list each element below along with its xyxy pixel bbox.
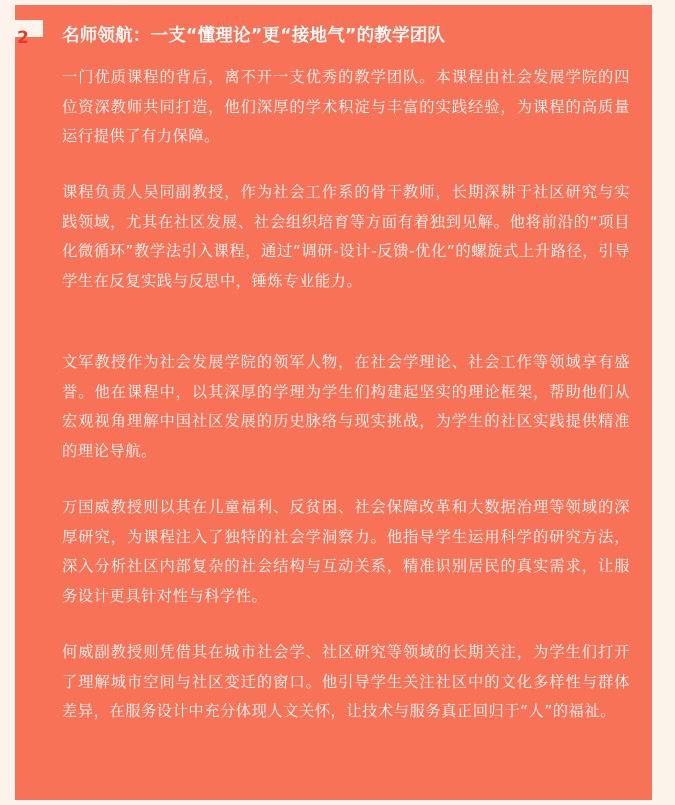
paragraph-wen-jun: 文军教授作为社会发展学院的领军人物，在社会学理论、社会工作等领域享有盛誉。他在课程中，以其深厚的学理为学生们构建起坚实的理论框架，帮助他们从宏观视角理解中国社区发展的历史脉络与现实挑战，为学生的社区实践提供精准的理论导航。 bbox=[62, 353, 630, 460]
paragraph-intro: 一门优质课程的背后，离不开一支优秀的教学团队。本课程由社会发展学院的四位资深教师共同打造，他们深厚的学术积淀与丰富的实践经验，为课程的高质量运行提供了有力保障。 bbox=[62, 68, 630, 145]
paragraph-he-wei: 何威副教授则凭借其在城市社会学、社区研究等领域的长期关注，为学生们打开了理解城市空间与社区变迁的窗口。他引导学生关注社区中的文化多样性与群体差异，在服务设计中充分体现人文关怀，让技术与服务真正回归于“人”的福祉。 bbox=[62, 643, 630, 720]
section-number: 2 bbox=[17, 28, 29, 48]
paragraph-wu-tong: 课程负责人吴同副教授，作为社会工作系的骨干教师，长期深耕于社区研究与实践领域，尤其在社区发展、社会组织培育等方面有着独到见解。他将前沿的“项目化微循环”教学法引入课程，通过“调研-设计-反馈-优化”的螺旋式上升路径，引导学生在反复实践与反思中，锤炼专业能力。 bbox=[62, 183, 630, 290]
section-title: 名师领航：一支“懂理论”更“接地气”的教学团队 bbox=[62, 26, 446, 46]
paragraph-wan-guowei: 万国威教授则以其在儿童福利、反贫困、社会保障改革和大数据治理等领域的深厚研究，为课程注入了独特的社会学洞察力。他指导学生运用科学的研究方法，深入分析社区内部复杂的社会结构与互动关系，精准识别居民的真实需求，让服务设计更具针对性与科学性。 bbox=[62, 498, 630, 605]
